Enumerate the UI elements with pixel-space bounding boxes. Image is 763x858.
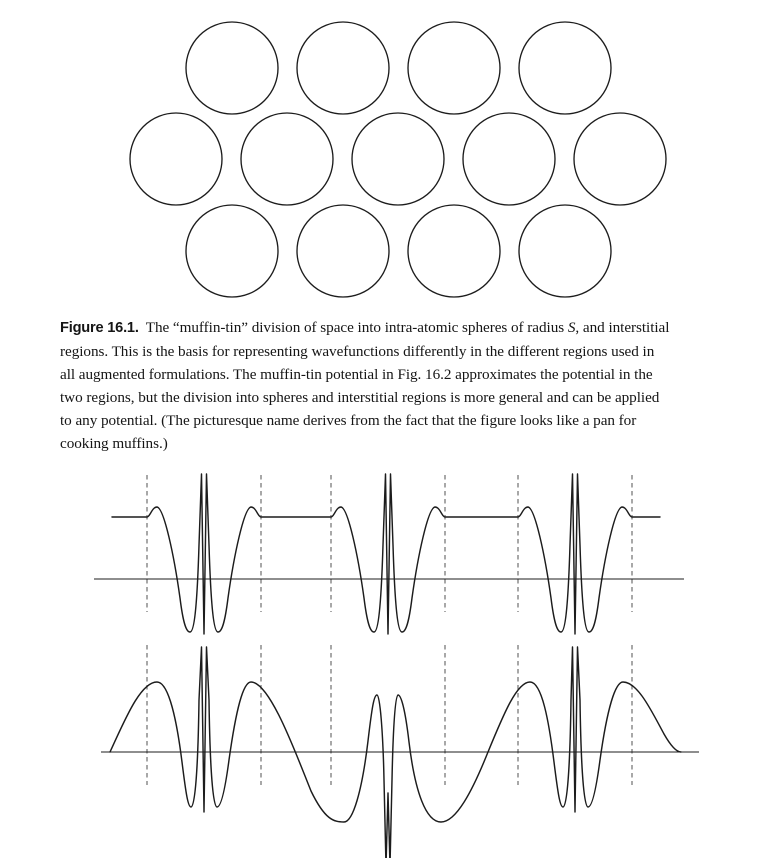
muffin-tin-sphere: [408, 205, 500, 297]
lower-wavefunction-plot: [101, 645, 699, 858]
muffin-tin-sphere: [519, 22, 611, 114]
caption-text: The “muffin-tin” division of space into intra-atomic spheres of radius: [145, 319, 568, 336]
muffin-tin-sphere: [186, 205, 278, 297]
muffin-tin-sphere-diagram: [130, 22, 666, 297]
lower-sphere-boundary-dashed-lines: [147, 645, 632, 785]
muffin-tin-sphere: [186, 22, 278, 114]
muffin-tin-sphere: [297, 205, 389, 297]
caption-emphasis-S: S: [567, 319, 576, 336]
muffin-tin-sphere: [519, 205, 611, 297]
muffin-tin-sphere: [352, 113, 444, 205]
caption-line-5: to any potential. (The picturesque name derives from the fact that the figure looks like a pan for: [60, 412, 637, 429]
caption-line-3: all augmented formulations. The muffin-tin potential in Fig. 16.2 approximates the potential in the: [60, 366, 653, 383]
muffin-tin-sphere: [408, 22, 500, 114]
upper-wavefunction-curve: [112, 474, 660, 634]
muffin-tin-sphere: [463, 113, 555, 205]
figure-caption: [60, 316, 725, 455]
caption-line-6: cooking muffins.): [60, 435, 168, 452]
muffin-tin-sphere: [130, 113, 222, 205]
figure-number-label: Figure 16.1.: [60, 320, 139, 336]
muffin-tin-sphere: [241, 113, 333, 205]
muffin-tin-sphere: [297, 22, 389, 114]
muffin-tin-sphere: [574, 113, 666, 205]
caption-text: , and interstitial: [575, 319, 670, 336]
caption-line-2: regions. This is the basis for representing wavefunctions differently in the different regions used in: [60, 343, 655, 360]
upper-wavefunction-plot: [94, 474, 684, 634]
caption-line-4: two regions, but the division into spheres and interstitial regions is more general and can be applied: [60, 389, 660, 406]
caption-line-1: [60, 316, 725, 340]
